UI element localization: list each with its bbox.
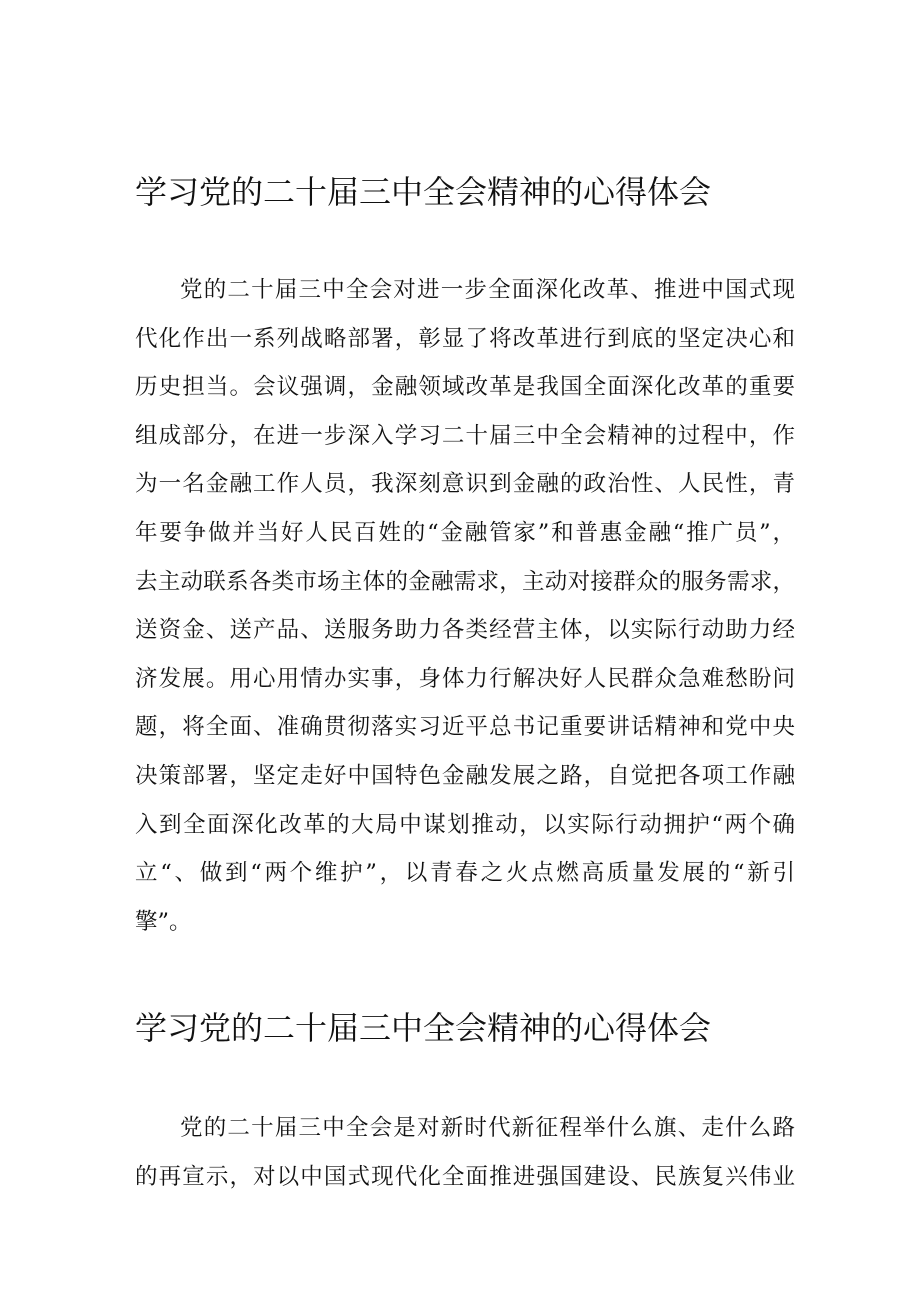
paragraph-line: 党的二十届三中全会对进一步全面深化改革、推进中国式现 <box>180 277 795 303</box>
paragraph-line: 代化作出一系列战略部署，彰显了将改革进行到底的坚定决心和 <box>135 325 795 352</box>
section-1-paragraph <box>135 266 795 946</box>
paragraph-line: 去主动联系各类市场主体的金融需求，主动对接群众的服务需求， <box>135 568 795 595</box>
section-2-paragraph <box>135 1104 795 1201</box>
paragraph-line: 的再宣示，对以中国式现代化全面推进强国建设、民族复兴伟业 <box>135 1163 795 1190</box>
paragraph-line: 擎”。 <box>135 908 192 935</box>
paragraph-line: 组成部分，在进一步深入学习二十届三中全会精神的过程中，作 <box>135 422 795 449</box>
paragraph-line: 历史担当。会议强调，金融领域改革是我国全面深化改革的重要 <box>135 374 795 401</box>
paragraph-line: 党的二十届三中全会是对新时代新征程举什么旗、走什么路 <box>180 1115 795 1141</box>
section-1-title: 学习党的二十届三中全会精神的心得体会 <box>135 173 712 211</box>
paragraph-line: 决策部署，坚定走好中国特色金融发展之路，自觉把各项工作融 <box>135 762 795 789</box>
paragraph-line: 年要争做并当好人民百姓的“金融管家”和普惠金融“推广员”， <box>135 519 795 546</box>
paragraph-line: 为一名金融工作人员，我深刻意识到金融的政治性、人民性，青 <box>135 471 795 498</box>
section-2-title: 学习党的二十届三中全会精神的心得体会 <box>135 1009 712 1047</box>
paragraph-line: 题，将全面、准确贯彻落实习近平总书记重要讲话精神和党中央 <box>135 714 795 741</box>
paragraph-line: 入到全面深化改革的大局中谋划推动，以实际行动拥护“两个确 <box>135 811 795 838</box>
paragraph-line: 送资金、送产品、送服务助力各类经营主体，以实际行动助力经 <box>135 617 795 644</box>
paragraph-line: 济发展。用心用情办实事，身体力行解决好人民群众急难愁盼问 <box>135 665 795 692</box>
paragraph-line: 立“、做到“两个维护”，以青春之火点燃高质量发展的“新引 <box>135 860 795 887</box>
